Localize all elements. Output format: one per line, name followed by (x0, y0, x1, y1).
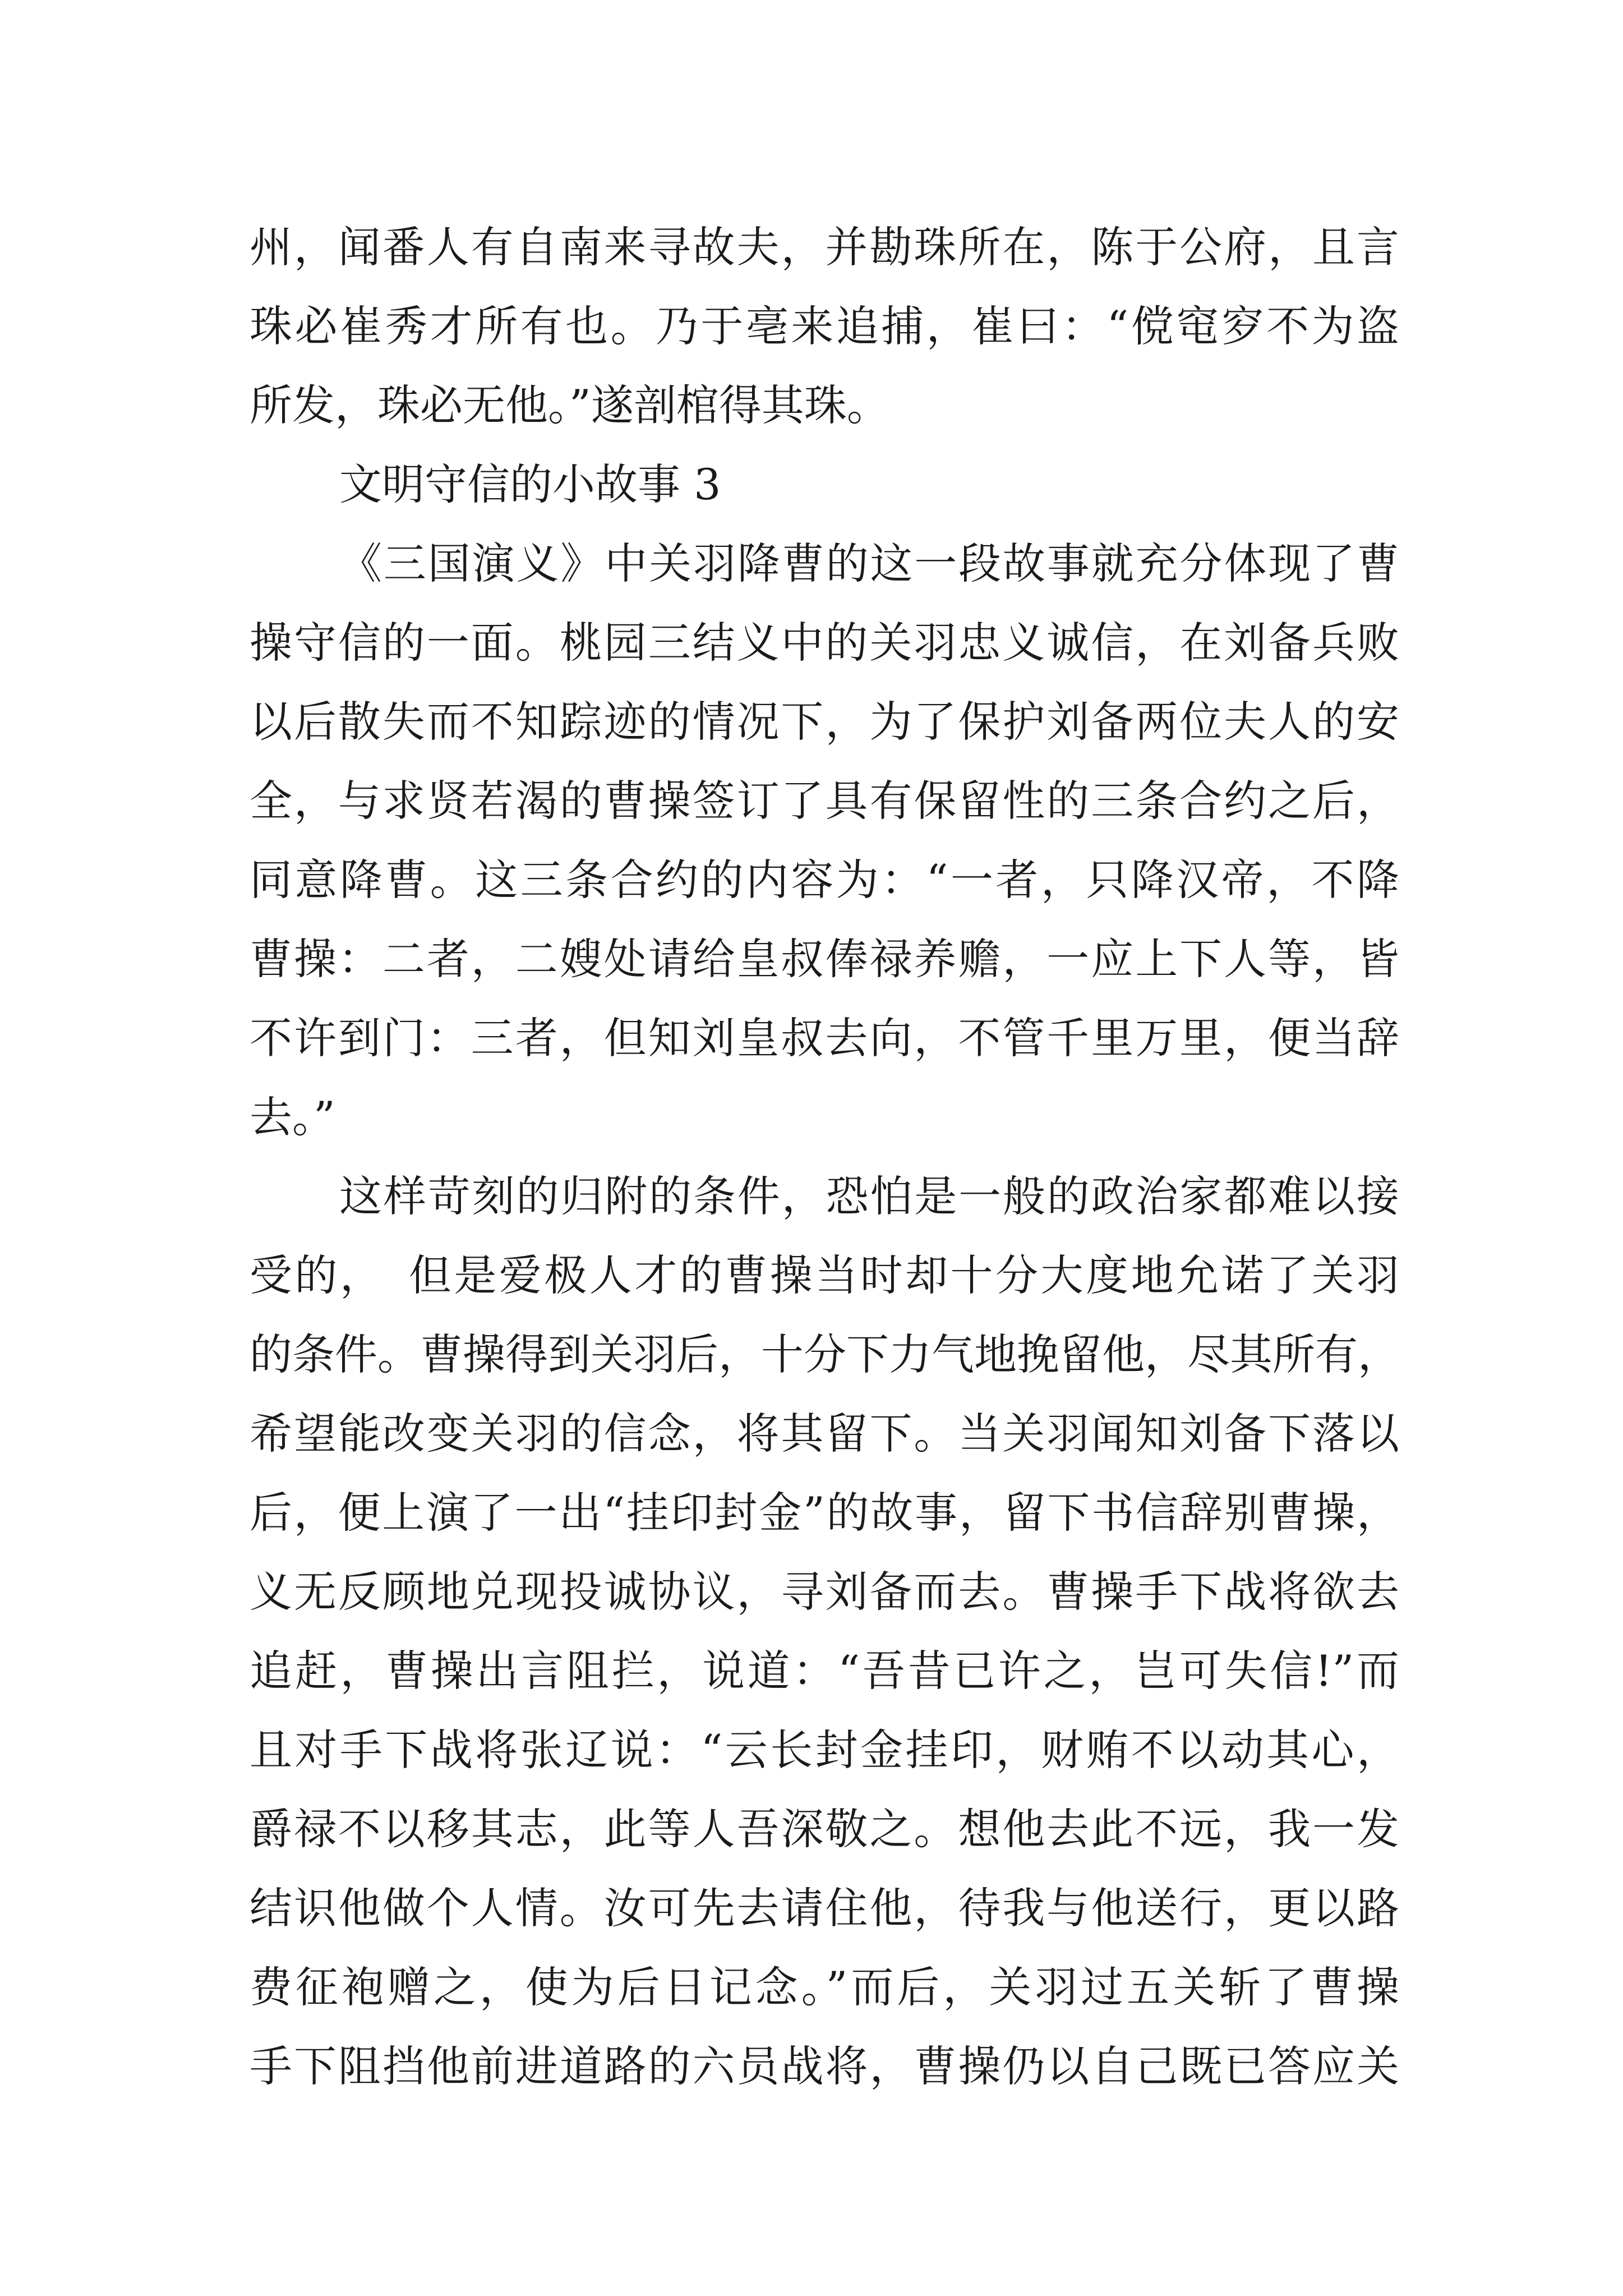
text-line: 不许到门：三者，但知刘皇叔去向，不管千里万里，便当辞 (250, 1013, 1399, 1063)
text-line: 追赶，曹操出言阻拦，说道：“吾昔已许之，岂可失信!”而 (250, 1646, 1399, 1696)
text-line: 《三国演义》中关羽降曹的这一段故事就充分体现了曹 (339, 539, 1399, 588)
document-body (250, 208, 1399, 2106)
text-line: 希望能改变关羽的信念，将其留下。当关羽闻知刘备下落以 (250, 1409, 1399, 1458)
text-line: 珠必崔秀才所有也。乃于亳来追捕，崔曰：“傥窀穸不为盗 (250, 301, 1399, 351)
text-line: 所发，珠必无他。”遂剖棺得其珠。 (250, 380, 889, 430)
text-line: 受的， 但是爱极人才的曹操当时却十分大度地允诺了关羽 (250, 1250, 1399, 1300)
text-line: 手下阻挡他前进道路的六员战将，曹操仍以自己既已答应关 (250, 2041, 1399, 2091)
paragraph-continuation (250, 208, 1399, 445)
text-line: 的条件。曹操得到关羽后，十分下力气地挽留他，尽其所有， (250, 1329, 1400, 1379)
text-line: 这样苛刻的归附的条件，恐怕是一般的政治家都难以接 (339, 1171, 1399, 1221)
section-heading: 文明守信的小故事 3 (339, 459, 721, 509)
text-line: 且对手下战将张辽说：“云长封金挂印，财贿不以动其心， (250, 1725, 1399, 1775)
text-line: 结识他做个人情。汝可先去请住他，待我与他送行，更以路 (250, 1883, 1399, 1933)
text-line: 去。” (250, 1092, 335, 1142)
paragraph-guan-yu-surrender (250, 524, 1399, 1157)
paragraph-cao-cao-keeps-word (250, 1157, 1399, 2106)
text-line: 以后散失而不知踪迹的情况下，为了保护刘备两位夫人的安 (250, 697, 1399, 747)
text-line: 义无反顾地兑现投诚协议，寻刘备而去。曹操手下战将欲去 (250, 1567, 1399, 1617)
text-line: 操守信的一面。桃园三结义中的关羽忠义诚信，在刘备兵败 (250, 618, 1399, 668)
text-line: 全，与求贤若渴的曹操签订了具有保留性的三条合约之后， (250, 776, 1399, 826)
text-line: 曹操：二者，二嫂处请给皇叔俸禄养赡，一应上下人等，皆 (250, 934, 1399, 984)
text-line: 州，闻番人有自南来寻故夫，并勘珠所在，陈于公府，且言 (250, 222, 1399, 272)
text-line: 爵禄不以移其志，此等人吾深敬之。想他去此不远，我一发 (250, 1804, 1399, 1854)
text-line: 同意降曹。这三条合约的内容为：“一者，只降汉帝，不降 (250, 855, 1399, 905)
text-line: 费征袍赠之，使为后日记念。”而后，关羽过五关斩了曹操 (250, 1962, 1399, 2012)
text-line: 后，便上演了一出“挂印封金”的故事，留下书信辞别曹操， (250, 1488, 1399, 1538)
